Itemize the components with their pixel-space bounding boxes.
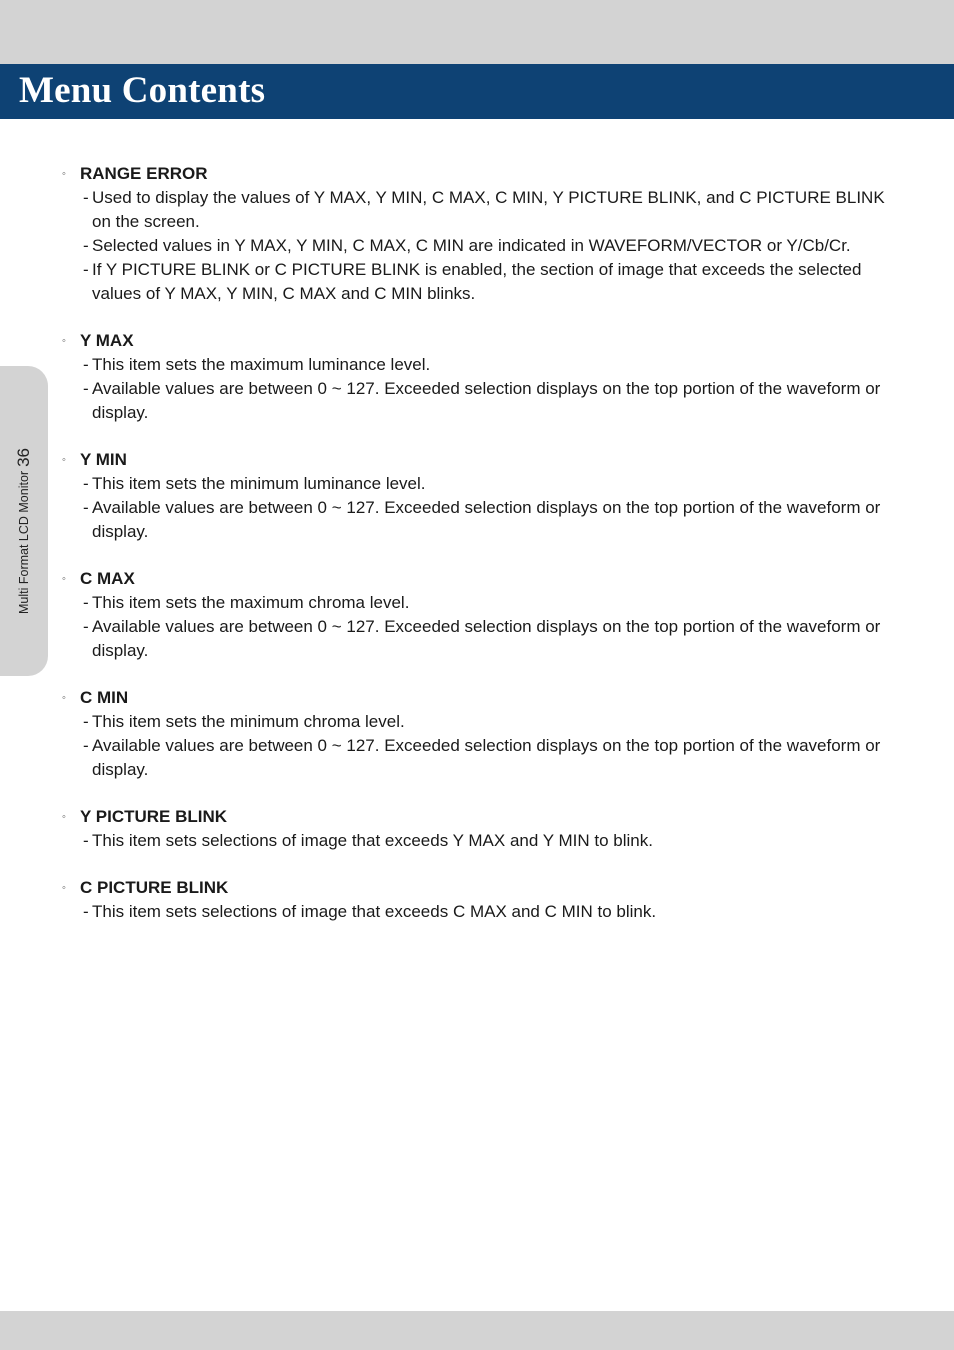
heading-text: C MAX [80, 569, 135, 588]
description-item [83, 472, 892, 496]
bullet-icon: ◦ [62, 882, 66, 894]
dash-icon: - [83, 236, 89, 255]
description-text: This item sets selections of image that exceeds Y MAX and Y MIN to blink. [92, 831, 653, 850]
side-tab-title: Multi Format LCD Monitor [17, 470, 31, 615]
section-heading [62, 162, 892, 186]
description-item [83, 710, 892, 734]
page-title: Menu Contents [19, 70, 266, 111]
section-c-max [62, 567, 892, 663]
dash-icon: - [83, 474, 89, 493]
description-item [83, 377, 892, 425]
description-item [83, 900, 892, 924]
bullet-icon: ◦ [62, 811, 66, 823]
bullet-icon: ◦ [62, 692, 66, 704]
heading-text: Y MAX [80, 331, 134, 350]
section-y-min [62, 448, 892, 544]
section-heading [62, 876, 892, 900]
section-range-error [62, 162, 892, 306]
heading-text: Y MIN [80, 450, 127, 469]
description-item [83, 186, 892, 234]
section-heading [62, 567, 892, 591]
description-text: This item sets the minimum chroma level. [92, 712, 405, 731]
section-y-max [62, 329, 892, 425]
page-number: 36 [14, 447, 33, 467]
description-text: This item sets the maximum luminance level. [92, 355, 431, 374]
dash-icon: - [83, 355, 89, 374]
bottom-gray-bar [0, 1311, 954, 1350]
side-tab-label [16, 448, 32, 614]
section-heading [62, 448, 892, 472]
description-text: This item sets selections of image that exceeds C MAX and C MIN to blink. [92, 902, 657, 921]
description-text: Available values are between 0 ~ 127. Exceeded selection displays on the top portion of the waveform or display. [92, 379, 881, 422]
description-text: Available values are between 0 ~ 127. Exceeded selection displays on the top portion of the waveform or display. [92, 736, 881, 779]
description-item [83, 591, 892, 615]
description-item [83, 258, 892, 306]
description-text: Available values are between 0 ~ 127. Exceeded selection displays on the top portion of the waveform or display. [92, 498, 881, 541]
description-item [83, 615, 892, 663]
description-text: This item sets the maximum chroma level. [92, 593, 410, 612]
section-heading [62, 329, 892, 353]
heading-text: RANGE ERROR [80, 164, 208, 183]
top-gray-bar [0, 0, 954, 64]
section-heading [62, 686, 892, 710]
heading-text: C MIN [80, 688, 129, 707]
dash-icon: - [83, 498, 89, 517]
description-item [83, 829, 892, 853]
dash-icon: - [83, 831, 89, 850]
dash-icon: - [83, 188, 89, 207]
description-text: Selected values in Y MAX, Y MIN, C MAX, C MIN are indicated in WAVEFORM/VECTOR or Y/Cb/Cr. [92, 236, 851, 255]
heading-text: Y PICTURE BLINK [80, 807, 228, 826]
dash-icon: - [83, 260, 89, 279]
dash-icon: - [83, 379, 89, 398]
heading-text: C PICTURE BLINK [80, 878, 229, 897]
bullet-icon: ◦ [62, 335, 66, 347]
dash-icon: - [83, 712, 89, 731]
description-item [83, 353, 892, 377]
description-text: Available values are between 0 ~ 127. Exceeded selection displays on the top portion of the waveform or display. [92, 617, 881, 660]
description-item [83, 234, 892, 258]
section-heading [62, 805, 892, 829]
section-y-picture-blink [62, 805, 892, 853]
description-text: Used to display the values of Y MAX, Y MIN, C MAX, C MIN, Y PICTURE BLINK, and C PICTURE BLINK on the screen. [92, 188, 885, 231]
bullet-icon: ◦ [62, 168, 66, 180]
description-item [83, 496, 892, 544]
description-item [83, 734, 892, 782]
dash-icon: - [83, 593, 89, 612]
dash-icon: - [83, 736, 89, 755]
dash-icon: - [83, 902, 89, 921]
bullet-icon: ◦ [62, 573, 66, 585]
section-c-min [62, 686, 892, 782]
dash-icon: - [83, 617, 89, 636]
content-area [62, 162, 892, 947]
description-text: This item sets the minimum luminance level. [92, 474, 426, 493]
section-c-picture-blink [62, 876, 892, 924]
description-text: If Y PICTURE BLINK or C PICTURE BLINK is enabled, the section of image that exceeds the selected values of Y MAX, Y MIN, C MAX and C MIN blinks. [92, 260, 862, 303]
bullet-icon: ◦ [62, 454, 66, 466]
